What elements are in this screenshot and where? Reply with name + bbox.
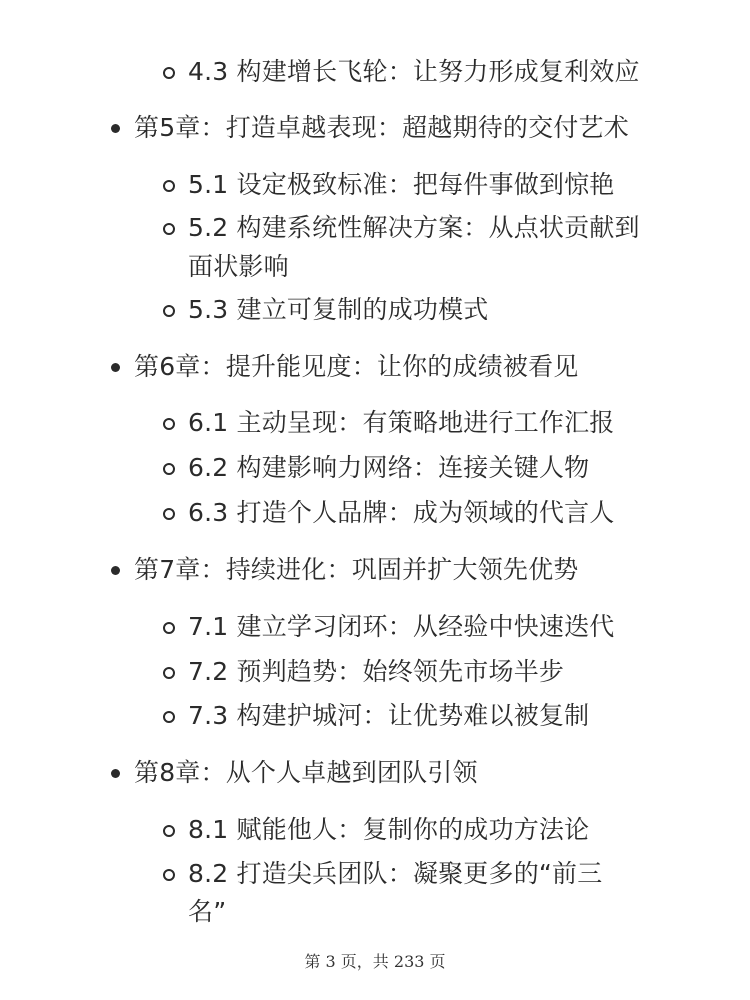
toc-chapter-5[interactable]	[134, 111, 629, 145]
hollow-bullet-icon	[163, 869, 175, 881]
filled-bullet-icon	[111, 124, 120, 133]
hollow-bullet-icon	[163, 622, 175, 634]
toc-item-label: 6.2 构建影响力网络：连接关键人物	[188, 453, 590, 482]
toc-item-7-2[interactable]	[188, 655, 564, 689]
page-number-footer: 第 3 页，共 233 页	[304, 952, 446, 971]
toc-chapter-8[interactable]	[134, 756, 478, 790]
filled-bullet-icon	[111, 363, 120, 372]
toc-item-label: 7.3 构建护城河：让优势难以被复制	[188, 701, 590, 730]
toc-item-label: 6.3 打造个人品牌：成为领域的代言人	[188, 498, 615, 527]
toc-item-label: 7.1 建立学习闭环：从经验中快速迭代	[188, 612, 615, 641]
toc-chapter-label: 第6章：提升能见度：让你的成绩被看见	[134, 352, 579, 381]
toc-item-5-3[interactable]	[188, 293, 489, 327]
toc-item-label: 7.2 预判趋势：始终领先市场半步	[188, 657, 565, 686]
hollow-bullet-icon	[163, 67, 175, 79]
toc-item-5-2-continuation[interactable]: 面状影响	[188, 252, 289, 281]
toc-item-6-2[interactable]	[188, 451, 589, 485]
hollow-bullet-icon	[163, 223, 175, 235]
toc-chapter-6[interactable]	[134, 350, 579, 384]
toc-item-7-3[interactable]	[188, 699, 589, 733]
toc-chapter-label: 第8章：从个人卓越到团队引领	[134, 758, 478, 787]
toc-item-label: 5.3 建立可复制的成功模式	[188, 295, 489, 324]
toc-chapter-label: 第5章：打造卓越表现：超越期待的交付艺术	[134, 113, 629, 142]
hollow-bullet-icon	[163, 508, 175, 520]
toc-chapter-7[interactable]	[134, 553, 579, 587]
toc-item-6-3[interactable]	[188, 496, 615, 530]
toc-item-label: 4.3 构建增长飞轮：让努力形成复利效应	[188, 57, 640, 86]
hollow-bullet-icon	[163, 305, 175, 317]
toc-item-label: 8.1 赋能他人：复制你的成功方法论	[188, 815, 590, 844]
toc-item-5-2[interactable]	[188, 211, 640, 245]
toc-item-7-1[interactable]	[188, 610, 615, 644]
hollow-bullet-icon	[163, 180, 175, 192]
toc-item-label: 8.2 打造尖兵团队：凝聚更多的“前三	[188, 859, 603, 888]
toc-item-8-2-continuation[interactable]: 名”	[188, 897, 227, 926]
toc-item-5-1[interactable]	[188, 168, 615, 202]
hollow-bullet-icon	[163, 711, 175, 723]
toc-item-8-1[interactable]	[188, 813, 589, 847]
hollow-bullet-icon	[163, 825, 175, 837]
toc-chapter-label: 第7章：持续进化：巩固并扩大领先优势	[134, 555, 579, 584]
toc-item-6-1[interactable]	[188, 406, 615, 440]
filled-bullet-icon	[111, 769, 120, 778]
toc-item-8-2[interactable]	[188, 857, 602, 891]
filled-bullet-icon	[111, 566, 120, 575]
hollow-bullet-icon	[163, 463, 175, 475]
hollow-bullet-icon	[163, 667, 175, 679]
toc-item-label: 5.1 设定极致标准：把每件事做到惊艳	[188, 170, 615, 199]
toc-item-label: 5.2 构建系统性解决方案：从点状贡献到	[188, 213, 640, 242]
toc-item-4-3[interactable]	[188, 55, 640, 89]
hollow-bullet-icon	[163, 418, 175, 430]
toc-item-label: 6.1 主动呈现：有策略地进行工作汇报	[188, 408, 615, 437]
